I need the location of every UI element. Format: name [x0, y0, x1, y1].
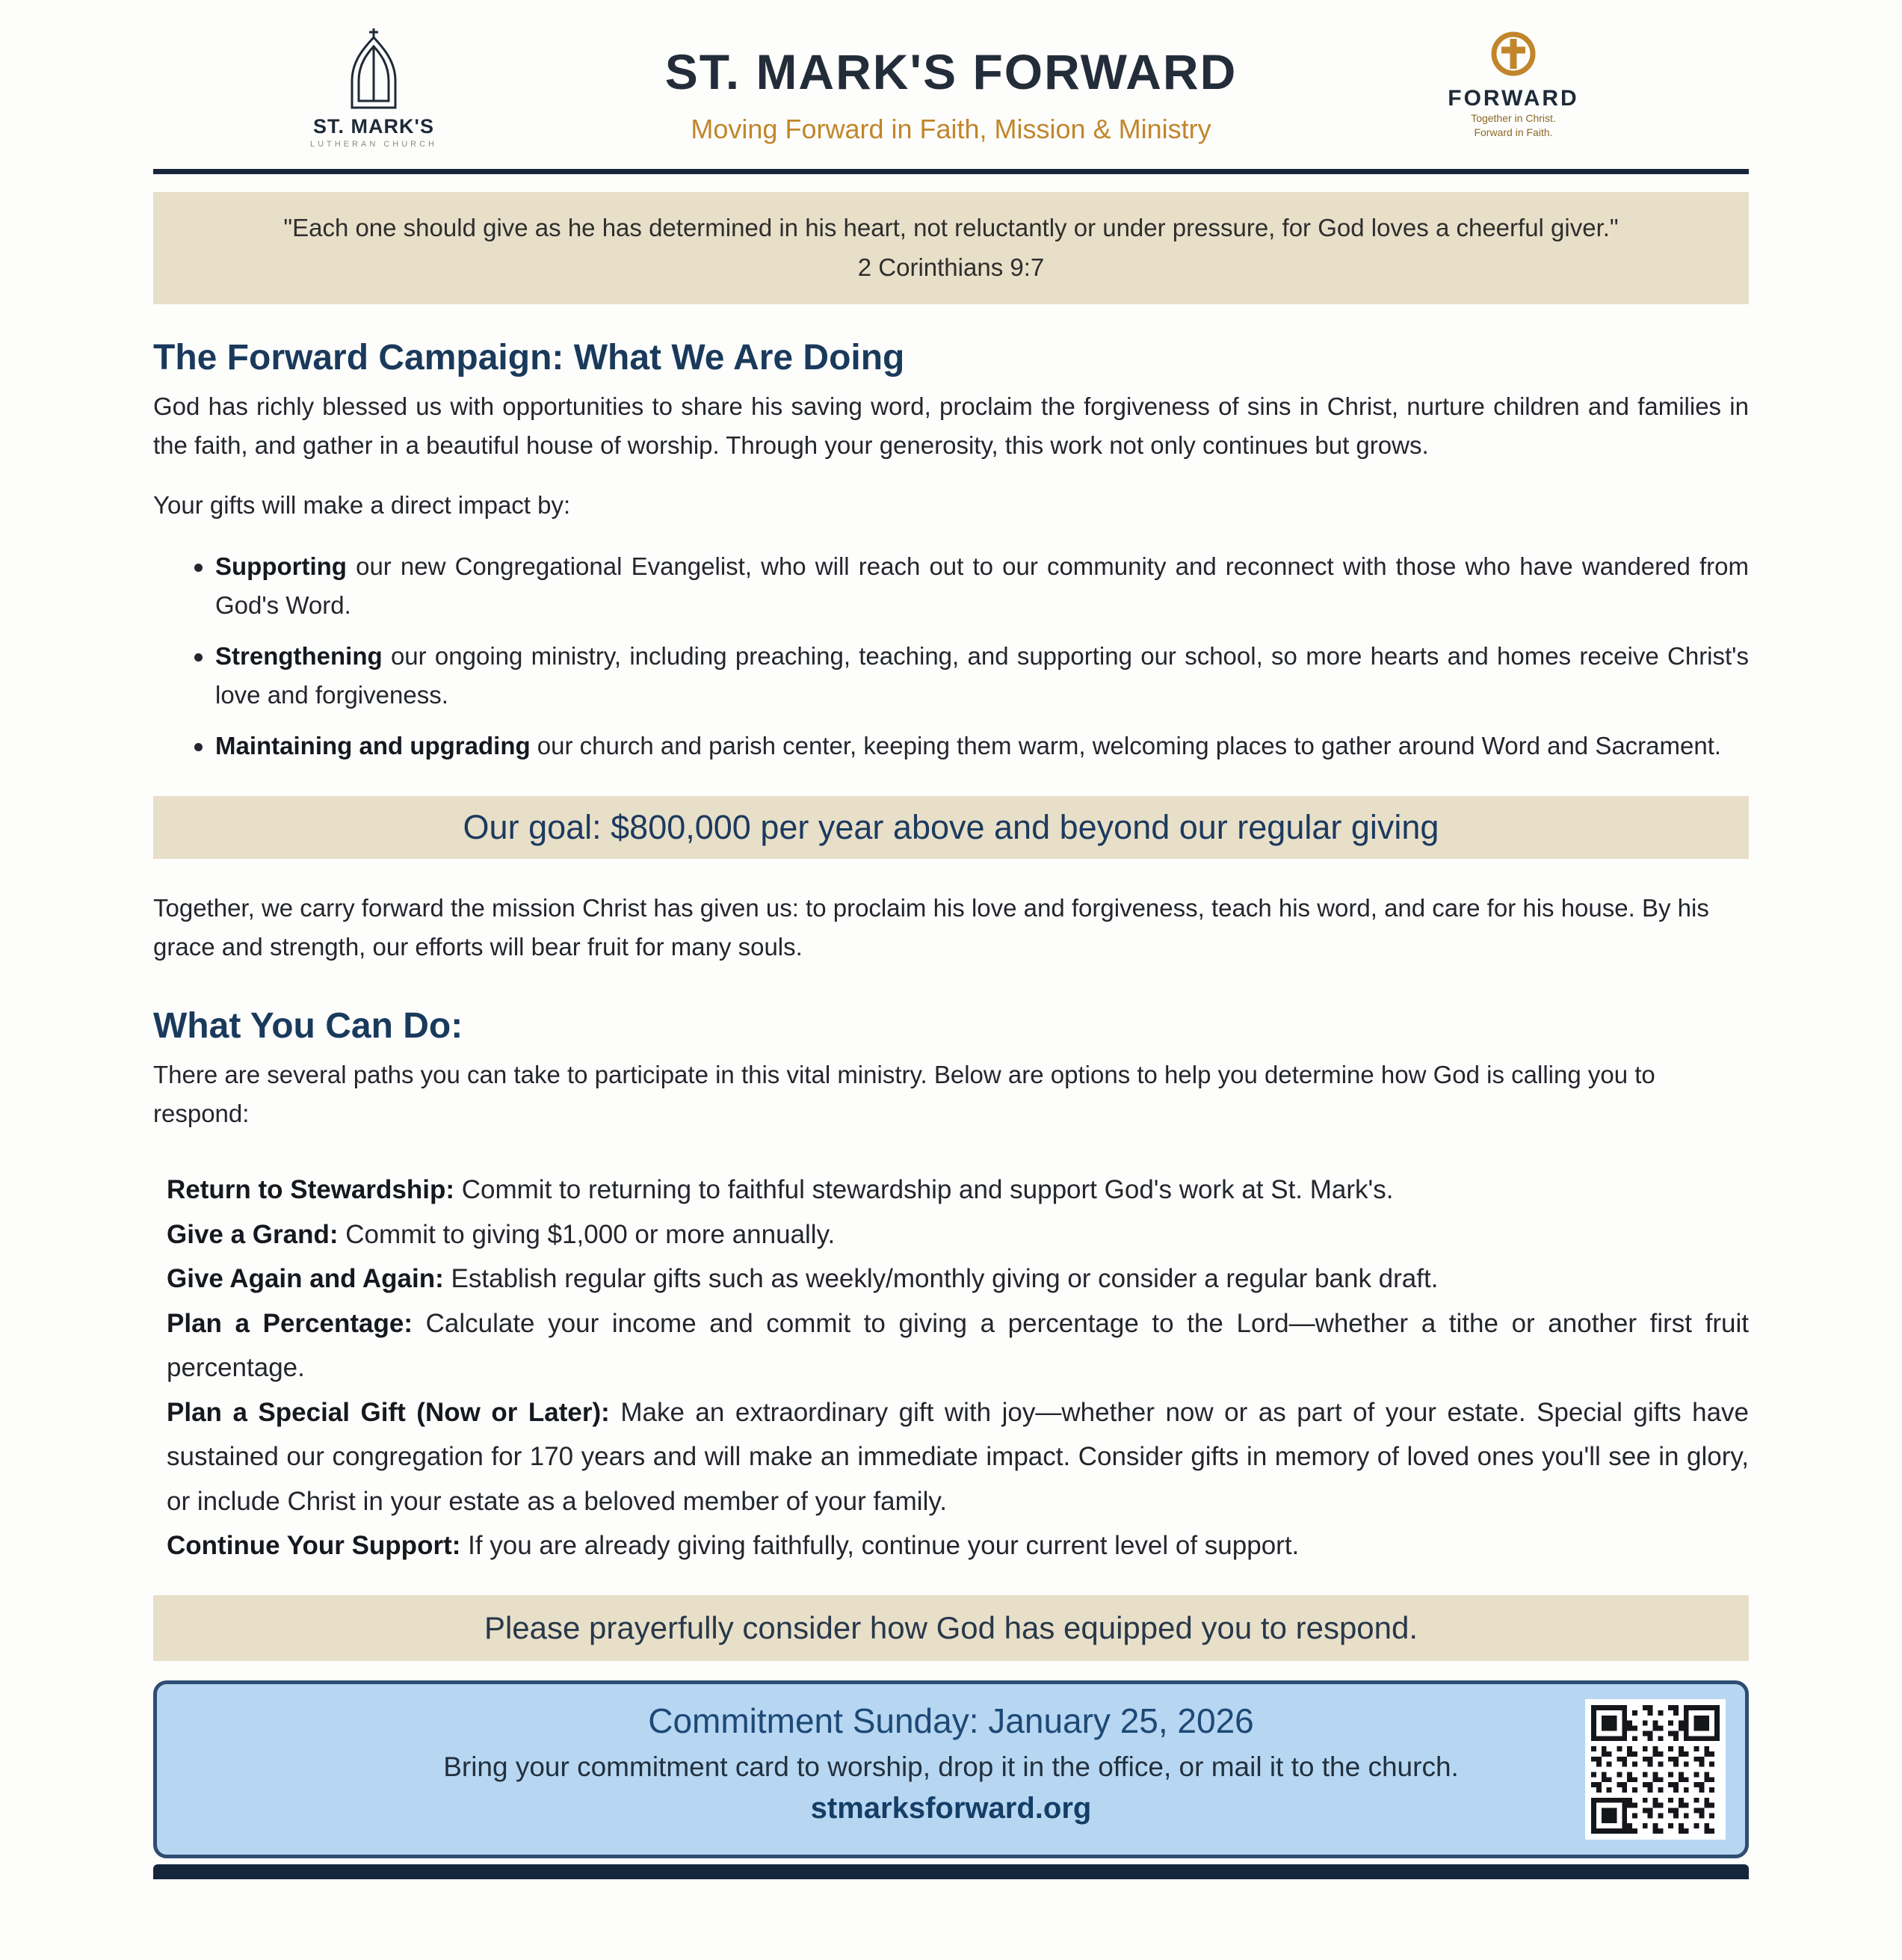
- option-lead: Plan a Special Gift (Now or Later):: [167, 1397, 610, 1427]
- campaign-section: [0, 337, 1902, 766]
- bullet-text: our church and parish center, keeping them warm, welcoming places to gather around Word and Sacrament.: [530, 732, 1722, 760]
- option-lead: Return to Stewardship:: [167, 1175, 455, 1205]
- quote-banner: [153, 192, 1749, 304]
- title-block: [665, 43, 1237, 145]
- bullet-text: our ongoing ministry, including preaching, teaching, and supporting our school, so more hearts and homes receive Christ's love and forgiveness.: [215, 642, 1749, 709]
- campaign-paragraph-2: Your gifts will make a direct impact by:: [153, 490, 571, 519]
- impact-bullet-strengthening: [194, 637, 1749, 715]
- option-return-to-stewardship: [167, 1168, 1749, 1212]
- option-plan-a-percentage: [167, 1301, 1749, 1390]
- campaign-paragraph-3: Together, we carry forward the mission Christ has given us: to proclaim his love and forgiveness, teach his word, and care for his house. By his grace and strength, our efforts will bear fruit for many souls.: [153, 893, 1709, 961]
- campaign-heading: The Forward Campaign: What We Are Doing: [153, 337, 905, 377]
- bullet-lead: Maintaining and upgrading: [215, 732, 531, 760]
- commitment-box: [153, 1680, 1749, 1858]
- forward-logo: [1439, 30, 1588, 140]
- goal-banner: Our goal: $800,000 per year above and beyond our regular giving: [153, 796, 1749, 859]
- commitment-instructions: Bring your commitment card to worship, drop it in the office, or mail it to the church.: [443, 1751, 1459, 1782]
- church-logo: [291, 27, 456, 149]
- option-text: Calculate your income and commit to giving a percentage to the Lord—whether a tithe or another first fruit percentage.: [167, 1308, 1749, 1383]
- prayer-banner: Please prayerfully consider how God has equipped you to respond.: [153, 1595, 1749, 1661]
- response-intro: There are several paths you can take to participate in this vital ministry. Below are options to help you determine how God is calling you to respond:: [153, 1060, 1655, 1127]
- campaign-paragraph-1: God has richly blessed us with opportunities to share his saving word, proclaim the forgiveness of sins in Christ, nurture children and families in the faith, and gather in a beautiful house of worship. Through your generosity, this work not only continues but grows.: [153, 392, 1749, 459]
- option-text: Commit to returning to faithful stewardship and support God's work at St. Mark's.: [454, 1175, 1394, 1205]
- quote-text: "Each one should give as he has determined in his heart, not reluctantly or under pressure, for God loves a cheerful giver.": [283, 214, 1619, 241]
- bottom-section-edge: [153, 1864, 1749, 1879]
- mission-section: [0, 889, 1902, 1568]
- response-options: [153, 1168, 1749, 1568]
- option-lead: Plan a Percentage:: [167, 1308, 413, 1338]
- page-subtitle: Moving Forward in Faith, Mission & Ministry: [691, 114, 1211, 144]
- commitment-website: stmarksforward.org: [810, 1791, 1092, 1825]
- option-give-again-and-again: [167, 1257, 1749, 1301]
- church-window-icon: [342, 27, 406, 111]
- qr-code: [1585, 1699, 1726, 1840]
- option-text: If you are already giving faithfully, continue your current level of support.: [460, 1531, 1300, 1561]
- impact-bullet-maintaining: [194, 727, 1749, 765]
- option-lead: Give a Grand:: [167, 1219, 339, 1249]
- option-text: Make an extraordinary gift with joy—whether now or as part of your estate. Special gifts have sustained our congregation for 170 years and will make an immediate impact. Consider gifts in memory of loved ones you'll see in glory, or include Christ in your estate as a beloved member of your family.: [167, 1397, 1749, 1516]
- bullet-lead: Strengthening: [215, 642, 383, 671]
- option-text: Commit to giving $1,000 or more annually.: [338, 1219, 836, 1249]
- church-subtitle: LUTHERAN CHURCH: [309, 140, 437, 149]
- header: [0, 22, 1902, 161]
- option-give-a-grand: [167, 1212, 1749, 1257]
- option-plan-a-special-gift: [167, 1390, 1749, 1524]
- quote-citation: 2 Corinthians 9:7: [857, 253, 1045, 281]
- commitment-title: Commitment Sunday: January 25, 2026: [648, 1701, 1254, 1740]
- forward-logo-tagline-2: Forward in Faith.: [1474, 126, 1553, 138]
- forward-logo-label: FORWARD: [1448, 86, 1579, 111]
- forward-logo-tagline-1: Together in Christ.: [1471, 112, 1556, 124]
- impact-list: [153, 547, 1749, 766]
- option-lead: Continue Your Support:: [167, 1531, 461, 1561]
- option-text: Establish regular gifts such as weekly/monthly giving or consider a regular bank draft.: [443, 1264, 1439, 1294]
- response-heading: What You Can Do:: [153, 1005, 463, 1046]
- option-continue-your-support: [167, 1523, 1749, 1568]
- church-name: ST. MARK'S: [313, 115, 434, 138]
- cross-circle-icon: [1489, 30, 1537, 78]
- bullet-lead: Supporting: [215, 552, 347, 580]
- page-title: ST. MARK'S FORWARD: [664, 44, 1238, 99]
- bullet-text: our new Congregational Evangelist, who will reach out to our community and reconnect with those who have wandered from God's Word.: [215, 552, 1749, 620]
- header-divider: [153, 169, 1749, 174]
- impact-bullet-supporting: [194, 547, 1749, 625]
- option-lead: Give Again and Again:: [167, 1264, 444, 1294]
